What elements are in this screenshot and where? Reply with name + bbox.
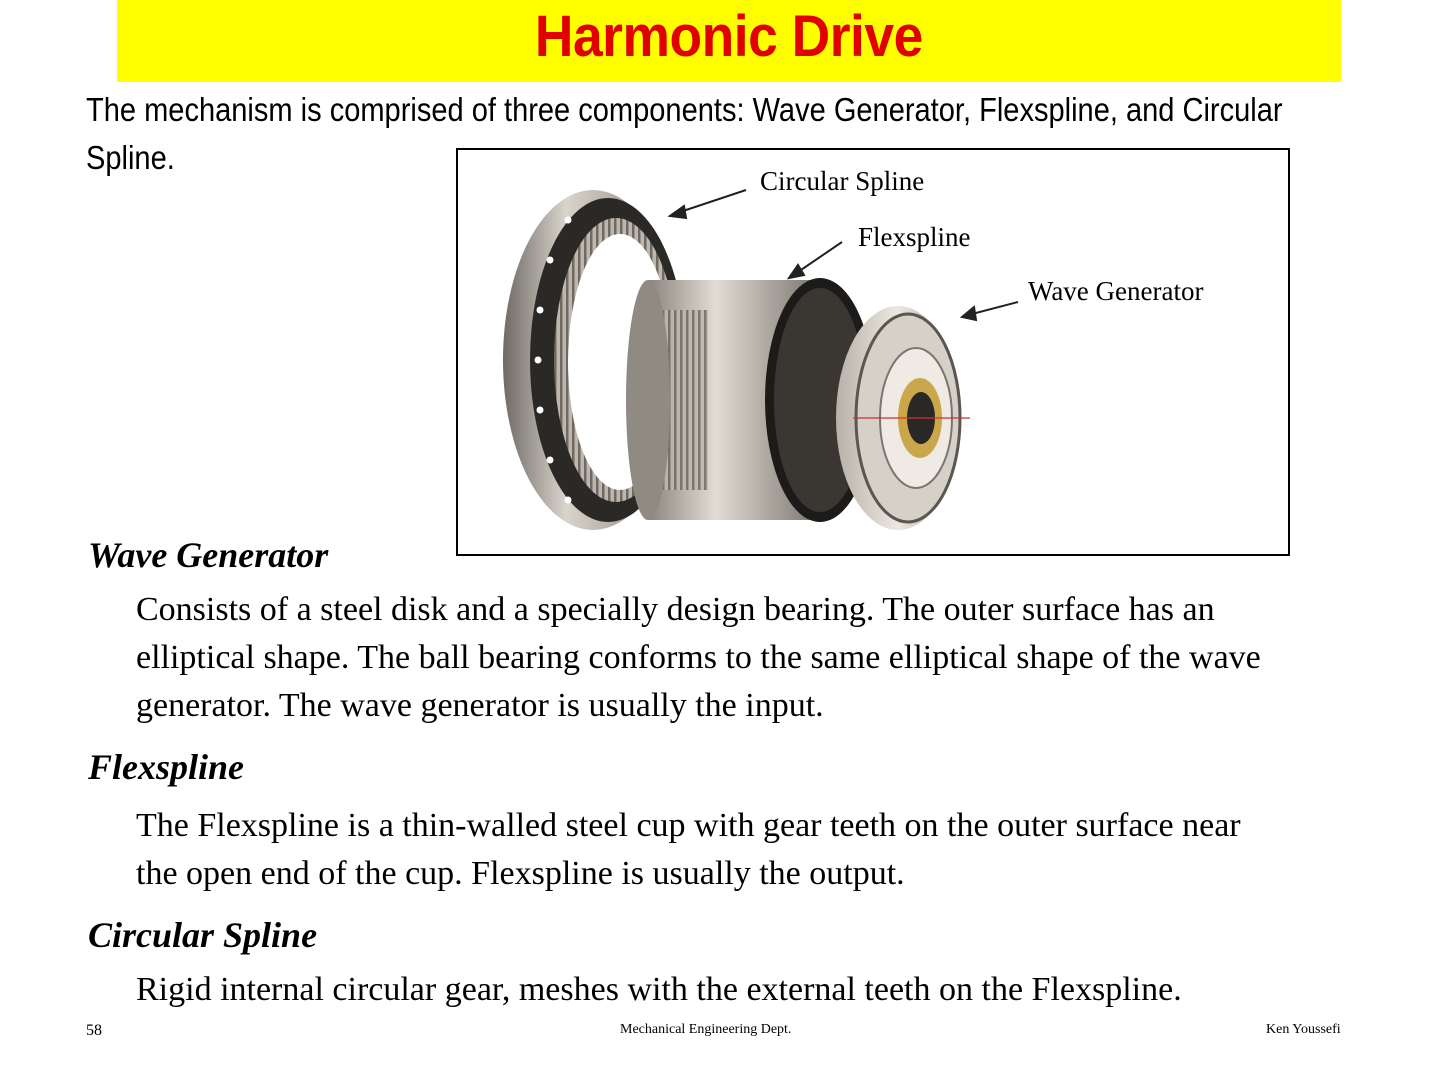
wave-generator-body: Consists of a steel disk and a specially design bearing. The outer surface has an elliptical shape. The ball bearing conforms to the same elliptical shape of the wave generator. The wave generator is usually the input. [136,591,1261,724]
footer-department: Mechanical Engineering Dept. [620,1022,792,1037]
title-bar [117,0,1341,82]
circular-spline-label: Circular Spline [760,166,925,196]
page-number: 58 [86,1022,102,1039]
circular-spline-heading: Circular Spline [88,915,318,955]
slide-title: Harmonic Drive [535,3,923,69]
circular-spline-body: Rigid internal circular gear, meshes with the external teeth on the Flexspline. [136,971,1182,1008]
wave-generator-heading: Wave Generator [88,535,329,575]
harmonic-drive-figure [456,148,1290,556]
flexspline-heading: Flexspline [88,747,245,787]
wave-generator-part [836,306,970,530]
wave-generator-label: Wave Generator [1028,276,1204,306]
footer-author: Ken Youssefi [1266,1022,1341,1037]
flexspline-label: Flexspline [858,222,971,252]
intro-text: The mechanism is comprised of three components: Wave Generator, Flexspline, and Circular Spline. [86,91,1283,176]
harmonic-drive-illustration [458,150,1288,554]
flexspline-body: The Flexspline is a thin-walled steel cup with gear teeth on the outer surface near the open end of the cup. Flexspline is usually the output. [136,807,1241,892]
